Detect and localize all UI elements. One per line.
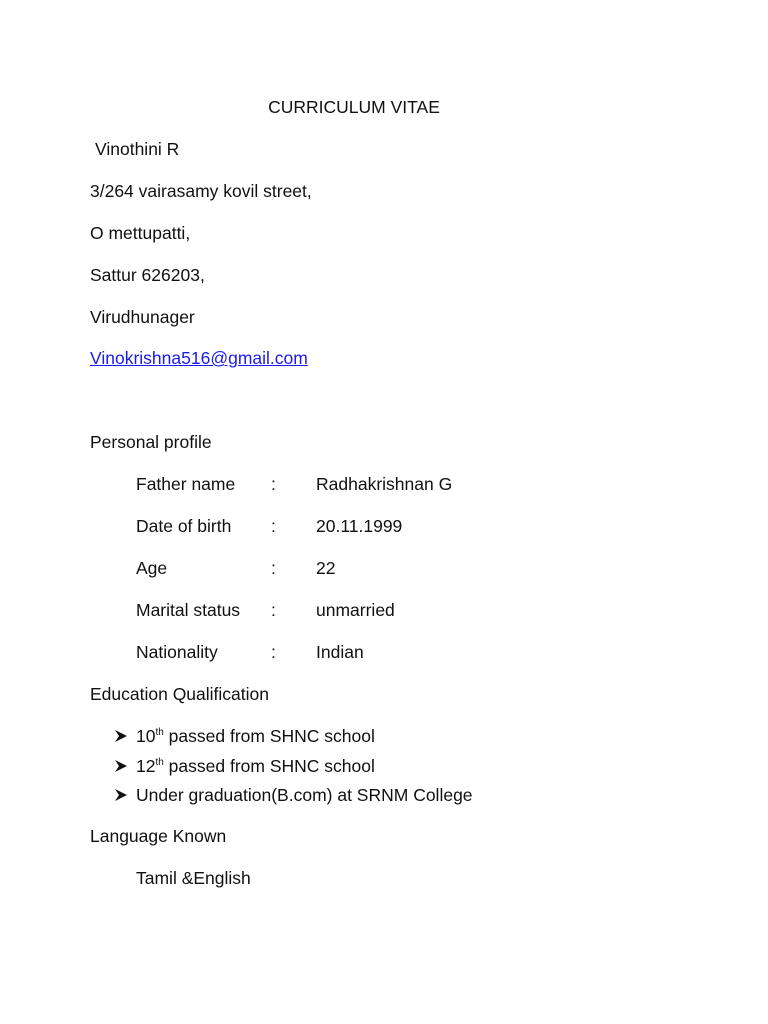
profile-separator: :: [271, 558, 276, 578]
profile-value: Indian: [316, 642, 364, 662]
education-item-text: Under graduation(B.com) at SRNM College: [136, 785, 473, 805]
education-item-text: 12th passed from SHNC school: [136, 756, 375, 776]
address-line-2: O mettupatti,: [90, 223, 191, 243]
email-link[interactable]: Vinokrishna516@gmail.com: [90, 348, 308, 368]
profile-separator: :: [271, 642, 276, 662]
education-heading: Education Qualification: [90, 684, 269, 704]
profile-label: Father name: [136, 474, 236, 494]
arrow-bullet-icon: [114, 784, 128, 806]
document-title: CURRICULUM VITAE: [268, 97, 440, 117]
language-value: Tamil &English: [136, 868, 251, 888]
education-item-text: 10th passed from SHNC school: [136, 726, 375, 746]
profile-separator: :: [271, 474, 276, 494]
address-line-1: 3/264 vairasamy kovil street,: [90, 181, 312, 201]
candidate-name: Vinothini R: [95, 139, 180, 159]
profile-value: Radhakrishnan G: [316, 474, 453, 494]
profile-separator: :: [271, 600, 276, 620]
personal-profile-heading: Personal profile: [90, 432, 212, 452]
profile-value: unmarried: [316, 600, 395, 620]
address-line-4: Virudhunager: [90, 307, 195, 327]
language-heading: Language Known: [90, 826, 227, 846]
profile-label: Nationality: [136, 642, 218, 662]
address-line-3: Sattur 626203,: [90, 265, 205, 285]
arrow-bullet-icon: [114, 725, 128, 747]
profile-value: 20.11.1999: [316, 516, 403, 536]
profile-label: Date of birth: [136, 516, 232, 536]
profile-label: Age: [136, 558, 168, 578]
arrow-bullet-icon: [114, 755, 128, 777]
profile-separator: :: [271, 516, 276, 536]
profile-label: Marital status: [136, 600, 241, 620]
profile-value: 22: [316, 558, 336, 578]
